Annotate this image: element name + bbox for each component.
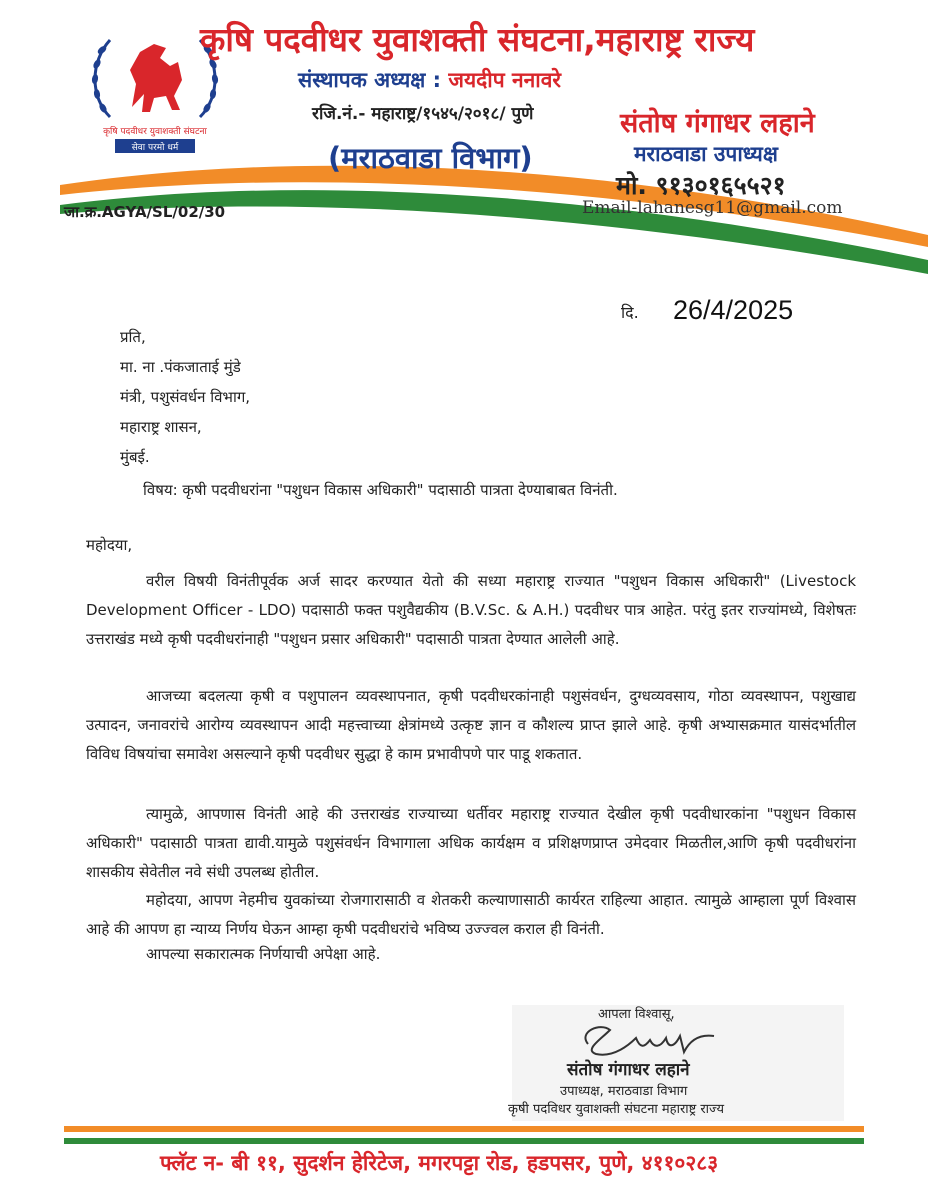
closing-line: आपल्या सकारात्मक निर्णयाची अपेक्षा आहे. [146, 945, 381, 963]
organization-name: कृषि पदवीधर युवाशक्ती संघटना,महाराष्ट्र राज्य [200, 20, 755, 59]
footer-address: फ्लॅट न- बी ११, सुदर्शन हेरिटेज, मगरपट्टा रोड, हडपसर, पुणे, ४११०२८३ [160, 1151, 719, 1175]
subject-line: विषय: कृषी पदवीधरांना "पशुधन विकास अधिकारी" पदासाठी पात्रता देण्याबाबत विनंती. [143, 481, 618, 499]
salutation: महोदया, [86, 536, 133, 554]
founder-line [298, 66, 561, 94]
rearing-horse-icon [130, 44, 182, 112]
date-label: दि. [621, 303, 639, 322]
handwritten-signature [570, 1014, 720, 1062]
header-signatory-role: मराठवाडा उपाध्यक्ष [634, 142, 778, 166]
body-paragraph: वरील विषयी विनंतीपूर्वक अर्ज सादर करण्यात येतो की सध्या महाराष्ट्र राज्यात "पशुधन विकास अधिकारी" (Livestock Development Officer - LDO) पदासाठी फक्त पशुवैद्यकीय (B.V.Sc. & A.H.) पदवीधर पात्र आहेत. परंतु इतर राज्यांमध्ये, विशेषतः उत्तराखंड मध्ये कृषी पदवीधरांनाही "पशुधन प्रसार अधिकारी" पदासाठी पात्रता देण्यात आलेली आहे. [86, 572, 856, 648]
registration-number: रजि.नं.- महाराष्ट्र/१५४५/२०१८/ पुणे [312, 104, 534, 124]
signatory-organization: कृषी पदविधर युवाशक्ती संघटना महाराष्ट्र राज्य [508, 1102, 725, 1117]
date-value: 26/4/2025 [673, 295, 794, 325]
addressee-line: मा. ना .पंकजाताई मुंडे [120, 358, 241, 376]
reference-number: जा.क्र.AGYA/SL/02/30 [64, 203, 226, 221]
founder-label: संस्थापक अध्यक्ष : [298, 68, 442, 92]
signatory-role: उपाध्यक्ष, मराठवाडा विभाग [560, 1084, 688, 1099]
addressee-block [120, 322, 250, 472]
signature-closing: आपला विश्वासू, [598, 1007, 675, 1022]
addressee-line: मंत्री, पशुसंवर्धन विभाग, [120, 388, 251, 406]
body-paragraph: महोदया, आपण नेहमीच युवकांच्या रोजगारासाठी व शेतकरी कल्याणासाठी कार्यरत राहिल्या आहात. त्यामुळे आम्हाला पूर्ण विश्वास आहे की आपण हा न्याय्य निर्णय घेऊन आम्हा कृषी पदवीधरांचे भविष्य उज्ज्वल कराल ही विनंती. [86, 891, 856, 938]
body-paragraph: आजच्या बदलत्या कृषी व पशुपालन व्यवस्थापनात, कृषी पदवीधरकांनाही पशुसंवर्धन, दुग्धव्यवसाय, गोठा व्यवस्थापन, पशुखाद्य उत्पादन, जनावरांचे आरोग्य व्यवस्थापन आदी महत्त्वाच्या क्षेत्रांमध्ये उत्कृष्ट ज्ञान व कौशल्य प्राप्त झाले आहे. कृषी अभ्यासक्रमात यासंदर्भातील विविध विषयांचा समावेश असल्याने कृषी पदवीधर सुद्धा हे काम प्रभावीपणे पार पाडू शकतात. [86, 687, 856, 763]
addressee-line: मुंबई. [120, 448, 150, 466]
email-address: Email-lahanesg11@gmail.com [582, 198, 843, 218]
founder-name: जयदीप ननावरे [448, 68, 561, 92]
signatory-name: संतोष गंगाधर लहाने [567, 1060, 690, 1080]
body-paragraph: त्यामुळे, आपणास विनंती आहे की उत्तराखंड राज्याच्या धर्तीवर महाराष्ट्र राज्यात देखील कृषी पदवीधारकांना "पशुधन विकास अधिकारी" पदासाठी पात्रता द्यावी.यामुळे पशुसंवर्धन विभागाला अधिक कार्यक्षम व प्रशिक्षणप्राप्त उमेदवार मिळतील,आणि कृषी पदवीधरांना शासकीय सेवेतील नवे संधी उपलब्ध होतील. [86, 805, 856, 881]
addressee-line: महाराष्ट्र शासन, [120, 418, 202, 436]
header-signatory-name: संतोष गंगाधर लहाने [620, 108, 815, 139]
addressee-line: प्रति, [120, 328, 146, 346]
svg-text:Slahanl: Slahanl [645, 1026, 649, 1027]
logo-motto: सेवा परमो धर्म [131, 143, 179, 153]
logo-arc-text: कृषि पदवीधर युवाशक्ती संघटना [103, 127, 207, 137]
division-name: (मराठवाडा विभाग) [328, 141, 533, 175]
mobile-number: मो. ९१३०१६५५२१ [616, 171, 786, 200]
